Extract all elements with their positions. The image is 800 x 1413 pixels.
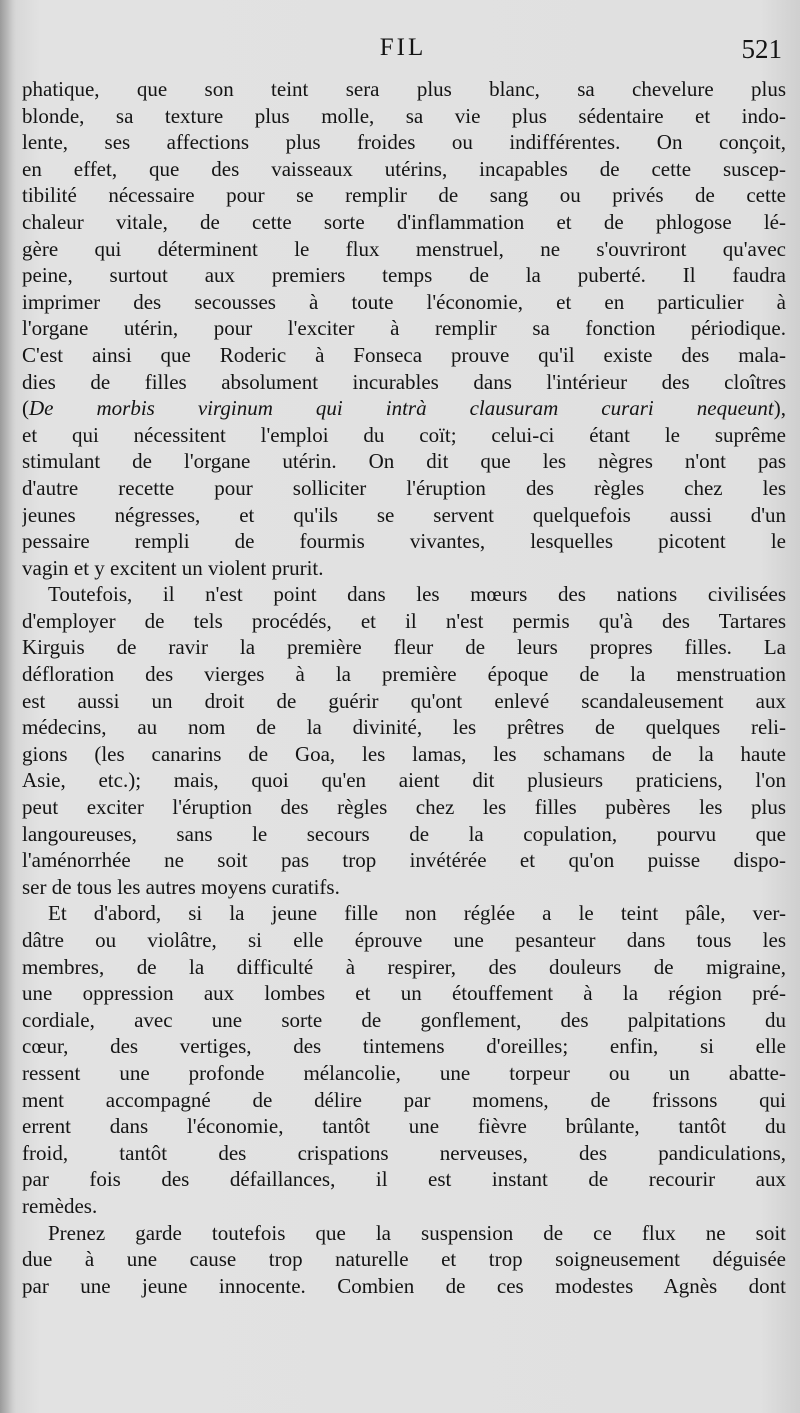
text-line: errent dans l'économie, tantôt une fièvre brûlante, tantôt du: [22, 1114, 786, 1139]
text-line: ressent une profonde mélancolie, une torpeur ou un abatte-: [22, 1060, 786, 1085]
text-line: membres, de la difficulté à respirer, des douleurs de migraine,: [22, 954, 786, 979]
text-line: Kirguis de ravir la première fleur de leurs propres filles. La: [22, 635, 786, 660]
latin-title: De morbis virginum qui intrà clausuram curari nequeunt: [29, 396, 774, 421]
text-line: d'employer de tels procédés, et il n'est permis qu'à des Tartares: [22, 608, 786, 633]
text-line: phatique, que son teint sera plus blanc, sa chevelure plus: [22, 77, 786, 101]
running-title: FIL: [379, 34, 427, 61]
text-line: par une jeune innocente. Combien de ces modestes Agnès dont: [22, 1273, 786, 1298]
text-line: médecins, au nom de la divinité, les prêtres de quelques reli-: [22, 715, 786, 740]
text-line: stimulant de l'organe utérin. On dit que les nègres n'ont pas: [22, 449, 786, 474]
text-line: froid, tantôt des crispations nerveuses, des pandiculations,: [22, 1140, 786, 1165]
text-line: Asie, etc.); mais, quoi qu'en aient dit plusieurs praticiens, l'on: [22, 768, 786, 793]
text-line: lente, ses affections plus froides ou indifférentes. On conçoit,: [22, 130, 786, 155]
text-line: langoureuses, sans le secours de la copulation, pourvu que: [22, 821, 786, 846]
text-line: l'organe utérin, pour l'exciter à remplir sa fonction périodique.: [22, 316, 786, 341]
text-line: peine, surtout aux premiers temps de la puberté. Il faudra: [22, 263, 786, 288]
text-line: pessaire rempli de fourmis vivantes, lesquelles picotent le: [22, 529, 786, 554]
text-line: l'aménorrhée ne soit pas trop invétérée et qu'on puisse dispo-: [22, 848, 786, 873]
paren-close: ),: [773, 396, 786, 421]
text-line: ser de tous les autres moyens curatifs.: [22, 874, 340, 899]
text-line: Prenez garde toutefois que la suspension de ce flux ne soit: [48, 1220, 786, 1245]
text-line: C'est ainsi que Roderic à Fonseca prouve qu'il existe des mala-: [22, 342, 786, 367]
text-line: jeunes négresses, et qu'ils se servent quelquefois aussi d'un: [22, 502, 786, 527]
text-line: et qui nécessitent l'emploi du coït; celui-ci étant le suprême: [22, 422, 786, 447]
text-line: cordiale, avec une sorte de gonflement, des palpitations du: [22, 1007, 786, 1032]
text-line: Et d'abord, si la jeune fille non réglée a le teint pâle, ver-: [48, 901, 786, 926]
text-line: vagin et y excitent un violent prurit.: [22, 555, 324, 580]
text-line: gions (les canarins de Goa, les lamas, les schamans de la haute: [22, 741, 786, 766]
text-line: remèdes.: [22, 1193, 98, 1218]
text-line: dâtre ou violâtre, si elle éprouve une pesanteur dans tous les: [22, 928, 786, 952]
text-line: d'autre recette pour solliciter l'éruption des règles chez les: [22, 475, 786, 500]
text-line: défloration des vierges à la première époque de la menstruation: [22, 662, 786, 687]
body-text: [22, 76, 786, 1299]
text-line: une oppression aux lombes et un étouffement à la région pré-: [22, 981, 786, 1006]
text-line: imprimer des secousses à toute l'économie, et en particulier à: [22, 289, 786, 314]
text-line: peut exciter l'éruption des règles chez les filles pubères les plus: [22, 795, 786, 820]
page-number: 521: [741, 34, 782, 64]
text-line: Toutefois, il n'est point dans les mœurs des nations civilisées: [48, 582, 786, 607]
binding-shadow: [0, 0, 16, 1413]
text-line: cœur, des vertiges, des tintemens d'oreilles; enfin, si elle: [22, 1034, 786, 1059]
running-head: [20, 34, 786, 70]
text-line: dies de filles absolument incurables dans l'intérieur des cloîtres: [22, 369, 786, 394]
paren-open: (: [22, 396, 29, 421]
text-line: en effet, que des vaisseaux utérins, incapables de cette suscep-: [22, 156, 786, 181]
italic-title-line: [22, 395, 786, 422]
text-line: est aussi un droit de guérir qu'ont enlevé scandaleusement aux: [22, 688, 786, 713]
text-line: blonde, sa texture plus molle, sa vie plus sédentaire et indo-: [22, 103, 786, 128]
text-line: ment accompagné de délire par momens, de frissons qui: [22, 1087, 786, 1112]
text-line: tibilité nécessaire pour se remplir de sang ou privés de cette: [22, 183, 786, 208]
text-line: chaleur vitale, de cette sorte d'inflammation et de phlogose lé-: [22, 209, 786, 234]
text-line: due à une cause trop naturelle et trop soigneusement déguisée: [22, 1247, 786, 1272]
text-line: par fois des défaillances, il est instant de recourir aux: [22, 1167, 786, 1192]
text-line: gère qui déterminent le flux menstruel, ne s'ouvriront qu'avec: [22, 236, 786, 261]
